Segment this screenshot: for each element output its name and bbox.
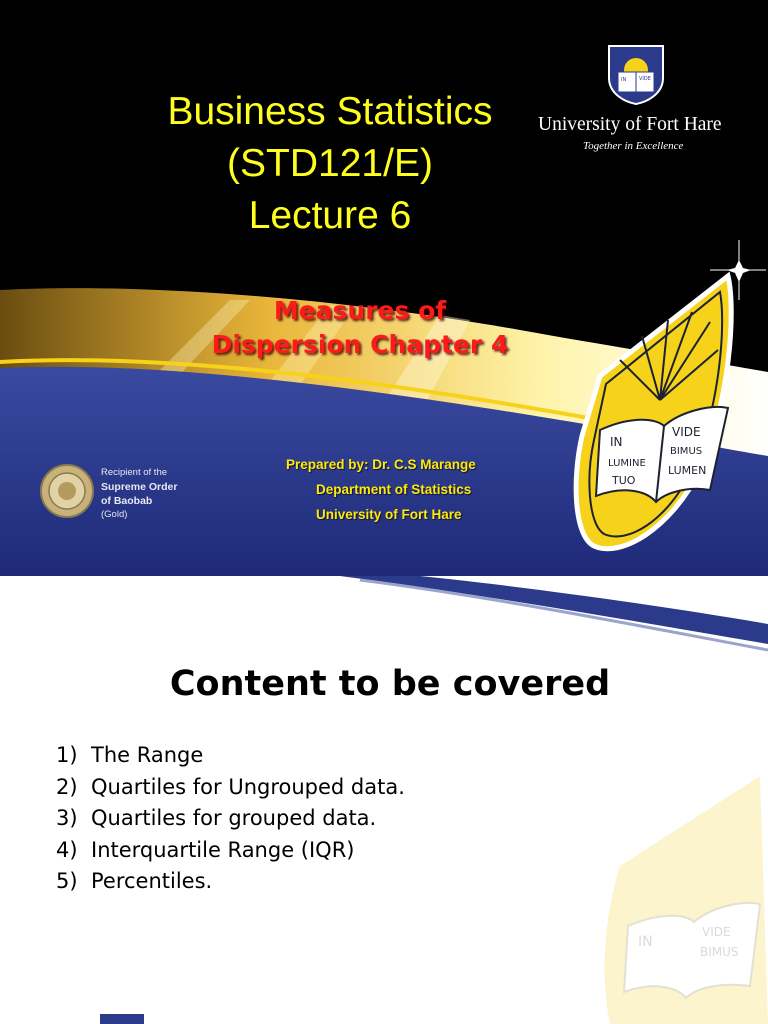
svg-text:BIMUS: BIMUS	[670, 446, 703, 457]
content-heading: Content to be covered	[169, 664, 611, 704]
list-item: 2) Quartiles for Ungrouped data.	[56, 774, 405, 799]
svg-text:IN: IN	[610, 435, 623, 449]
award-caption: Recipient of the Supreme Order of Baobab (Gold)	[101, 467, 178, 520]
list-item: 1) The Range	[56, 743, 204, 767]
subtitle-line-1: Measures of	[273, 296, 447, 325]
svg-text:VIDE: VIDE	[672, 425, 701, 439]
university-motto: Together in Excellence	[583, 140, 684, 152]
large-crest-badge-icon	[560, 240, 768, 556]
svg-text:BIMUS: BIMUS	[700, 945, 739, 959]
presenter-info	[286, 452, 526, 527]
baobab-medal-icon	[40, 460, 94, 522]
svg-text:IN: IN	[621, 77, 627, 83]
title-line-1: Business Statistics	[167, 90, 493, 133]
content-slide	[0, 576, 768, 1024]
svg-text:IN: IN	[638, 934, 653, 950]
department-name: Department of Statistics	[316, 482, 472, 497]
title-line-3: Lecture 6	[248, 194, 412, 237]
topic-list	[56, 740, 405, 898]
slide-title	[130, 86, 530, 242]
footer-logo-strip	[100, 1014, 144, 1024]
svg-text:LUMEN: LUMEN	[668, 464, 707, 477]
watermark-crest-icon	[590, 776, 768, 1024]
university-name: University of Fort Hare	[538, 114, 722, 135]
svg-text:TUO: TUO	[612, 474, 636, 487]
institution-name: University of Fort Hare	[316, 507, 462, 522]
list-item: 5) Percentiles.	[56, 869, 213, 893]
slide-subtitle	[150, 294, 570, 362]
university-crest-icon	[607, 44, 665, 106]
list-item: 3) Quartiles for grouped data.	[56, 806, 377, 830]
svg-text:VIDE: VIDE	[639, 76, 651, 82]
title-line-2: (STD121/E)	[227, 142, 433, 185]
prepared-by: Prepared by: Dr. C.S Marange	[286, 457, 476, 472]
svg-text:VIDE: VIDE	[702, 925, 731, 939]
svg-text:LUMINE: LUMINE	[608, 458, 646, 469]
list-item: 4) Interquartile Range (IQR)	[56, 837, 355, 862]
subtitle-line-2: Dispersion Chapter 4	[211, 330, 509, 359]
